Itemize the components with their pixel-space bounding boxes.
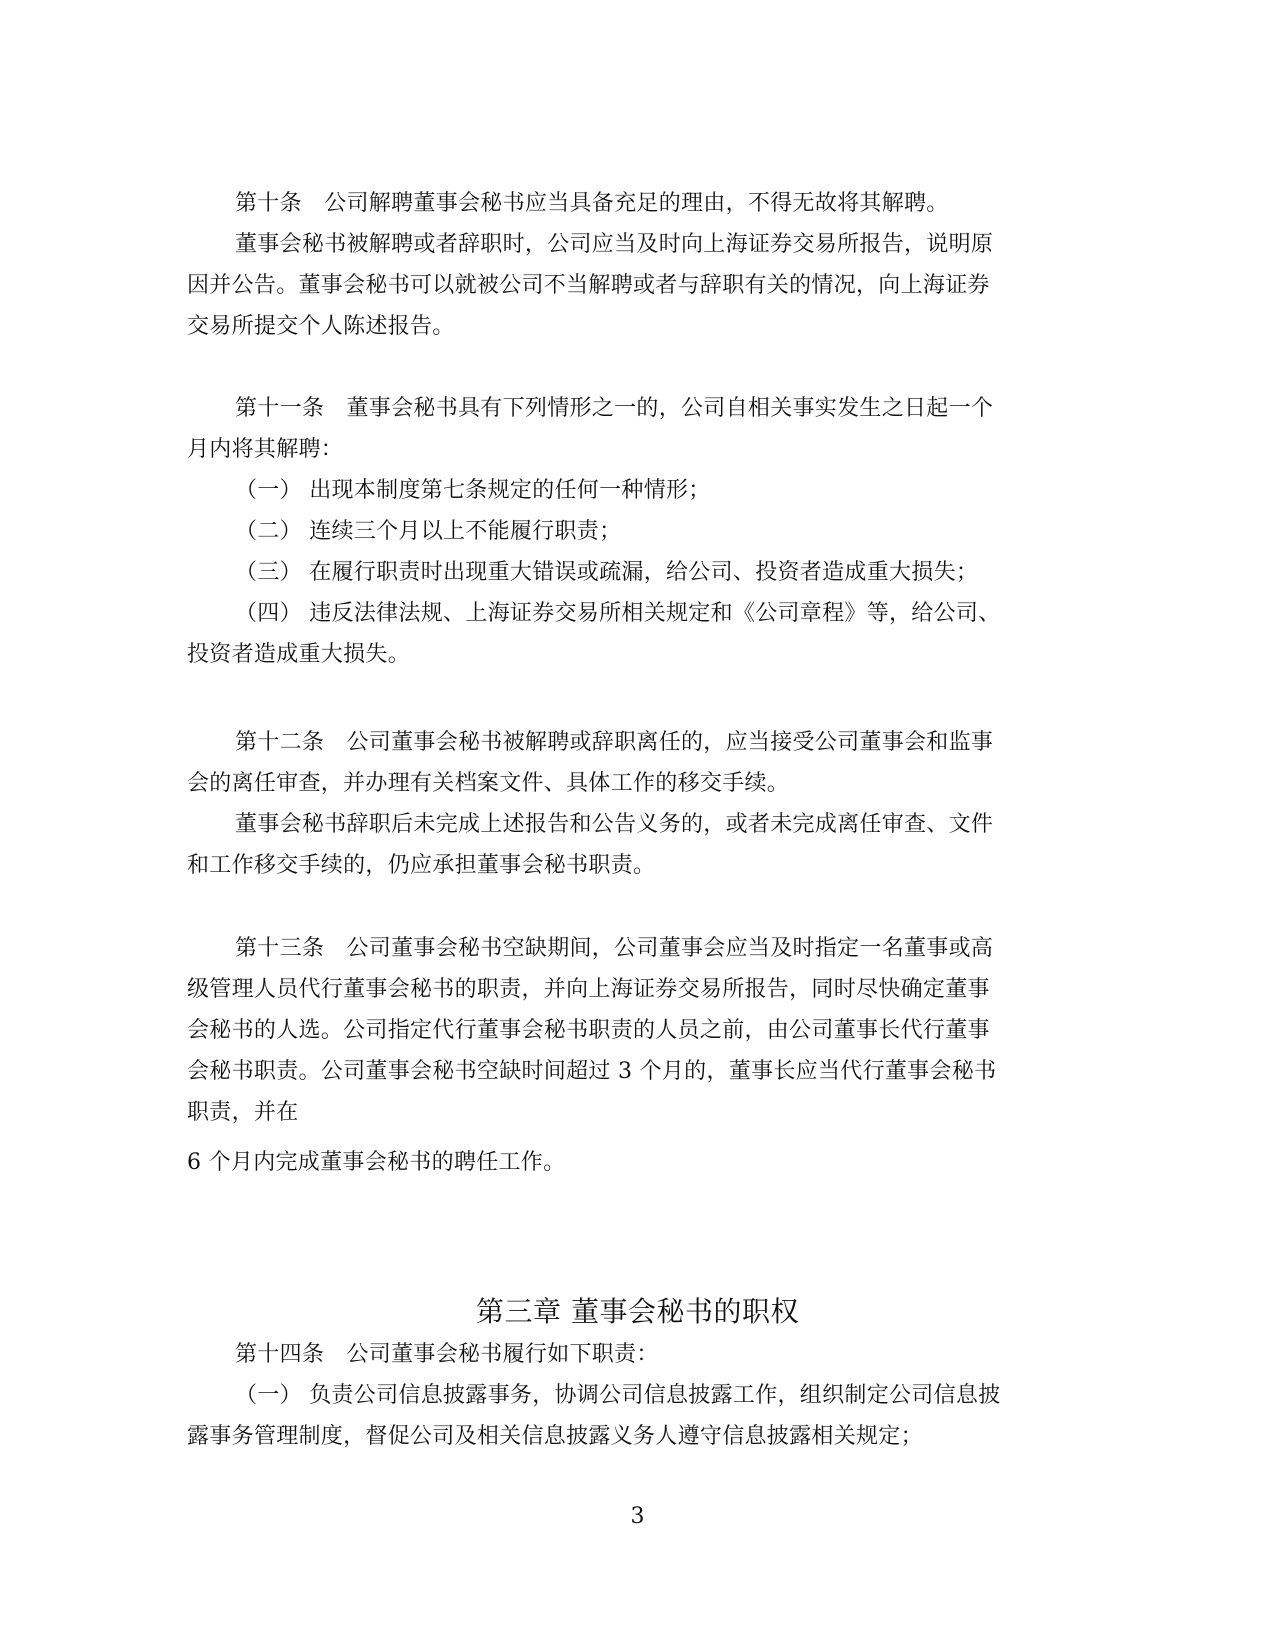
article-13-line-4: 会秘书职责。公司董事会秘书空缺时间超过 3 个月的，董事长应当代行董事会秘书 xyxy=(187,1059,997,1084)
article-12 xyxy=(187,722,1087,886)
article-12-line-2: 会的离任审查，并办理有关档案文件、具体工作的移交手续。 xyxy=(187,771,790,796)
article-11-line-2: 月内将其解聘： xyxy=(187,437,344,462)
article-10 xyxy=(187,183,1087,347)
article-10-line-2: 董事会秘书被解聘或者辞职时，公司应当及时向上海证券交易所报告，说明原 xyxy=(235,232,994,257)
article-12-line-3: 董事会秘书辞职后未完成上述报告和公告义务的，或者未完成离任审查、文件 xyxy=(235,812,994,837)
article-13-line-5: 职责，并在 xyxy=(187,1100,299,1125)
article-14-line-3: 露事务管理制度，督促公司及相关信息披露义务人遵守信息披露相关规定； xyxy=(187,1424,923,1449)
article-11-line-1: 第十一条 董事会秘书具有下列情形之一的，公司自相关事实发生之日起一个 xyxy=(235,396,994,421)
article-11-line-7: 投资者造成重大损失。 xyxy=(187,642,411,667)
article-13-continued xyxy=(187,1142,1087,1183)
article-14 xyxy=(187,1334,1087,1457)
article-11-item-1: （一） 出现本制度第七条规定的任何一种情形； xyxy=(235,478,711,503)
article-13 xyxy=(187,928,1087,1133)
article-13-line-1: 第十三条 公司董事会秘书空缺期间，公司董事会应当及时指定一名董事或高 xyxy=(235,936,994,961)
article-11-item-4: （四） 违反法律法规、上海证券交易所相关规定和《公司章程》等，给公司、 xyxy=(235,601,1001,626)
article-13-line-3: 会秘书的人选。公司指定代行董事会秘书职责的人员之前，由公司董事长代行董事 xyxy=(187,1018,990,1043)
article-10-line-4: 交易所提交个人陈述报告。 xyxy=(187,314,455,339)
article-13-line-6: 6 个月内完成董事会秘书的聘任工作。 xyxy=(187,1150,566,1175)
article-10-line-1: 第十条 公司解聘董事会秘书应当具备充足的理由，不得无故将其解聘。 xyxy=(235,191,949,216)
article-10-line-3: 因并公告。董事会秘书可以就被公司不当解聘或者与辞职有关的情况，向上海证券 xyxy=(187,273,990,298)
article-11-item-3: （三） 在履行职责时出现重大错误或疏漏，给公司、投资者造成重大损失； xyxy=(235,560,979,585)
article-11 xyxy=(187,388,1087,675)
article-12-line-1: 第十二条 公司董事会秘书被解聘或辞职离任的，应当接受公司董事会和监事 xyxy=(235,730,994,755)
article-13-line-2: 级管理人员代行董事会秘书的职责，并向上海证券交易所报告，同时尽快确定董事 xyxy=(187,977,990,1002)
page-number: 3 xyxy=(630,1504,645,1529)
article-12-line-4: 和工作移交手续的，仍应承担董事会秘书职责。 xyxy=(187,853,656,878)
article-14-line-1: 第十四条 公司董事会秘书履行如下职责： xyxy=(235,1342,659,1367)
article-11-item-2: （二） 连续三个月以上不能履行职责； xyxy=(235,519,622,544)
article-14-item-1: （一） 负责公司信息披露事务，协调公司信息披露工作，组织制定公司信息披 xyxy=(235,1383,1001,1408)
chapter-heading: 第三章 董事会秘书的职权 xyxy=(476,1295,799,1328)
